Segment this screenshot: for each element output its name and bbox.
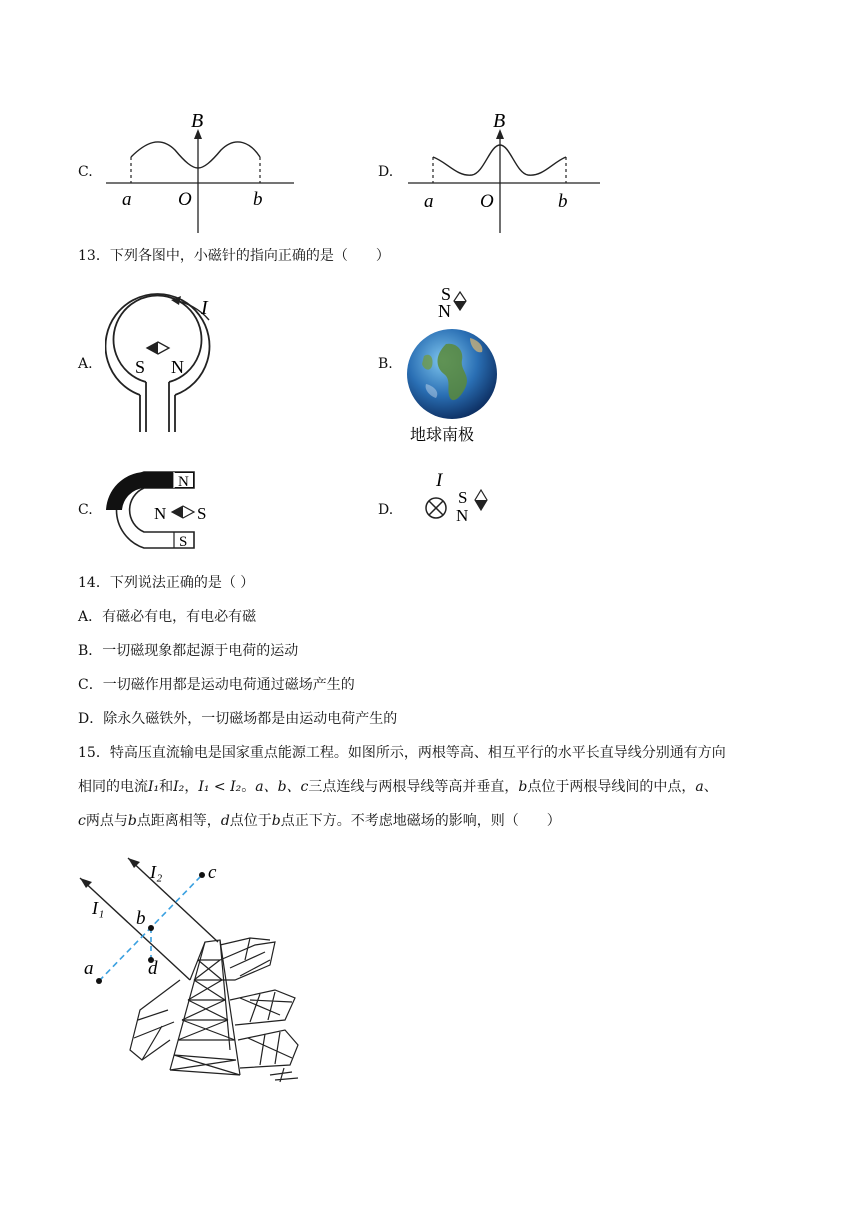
i1-label: I₁ bbox=[92, 898, 105, 918]
point-d-label: d bbox=[148, 958, 158, 979]
q13-option-d-letter: D. bbox=[378, 502, 394, 518]
q14-option-b: B．一切磁现象都起源于电荷的运动 bbox=[78, 643, 299, 659]
b-axis-label: B bbox=[493, 110, 506, 132]
q15-power-line-figure bbox=[70, 850, 310, 1090]
needle-n-label: N bbox=[154, 504, 167, 523]
point-a-label: a bbox=[424, 191, 434, 212]
i2-label: I₂ bbox=[150, 862, 163, 882]
q13-option-a-letter: A. bbox=[78, 356, 93, 372]
needle-s-label: S bbox=[197, 504, 207, 523]
needle-n-label: N bbox=[438, 301, 451, 321]
magnet-n-label: N bbox=[178, 474, 189, 490]
origin-label: O bbox=[480, 191, 494, 212]
q13-stem: 13．下列各图中，小磁针的指向正确的是（ ） bbox=[78, 248, 390, 264]
q14-option-d: D．除永久磁铁外，一切磁场都是由运动电荷产生的 bbox=[78, 711, 398, 727]
point-b bbox=[148, 925, 154, 931]
point-c bbox=[199, 872, 205, 878]
needle-s-label: S bbox=[458, 488, 468, 507]
needle-n-label: N bbox=[456, 506, 469, 525]
q14-stem: 14．下列说法正确的是（ ） bbox=[78, 575, 255, 591]
graph-option-d-letter: D. bbox=[378, 164, 394, 180]
origin-label: O bbox=[178, 189, 192, 210]
needle-s-label: S bbox=[441, 284, 452, 304]
current-label: I bbox=[201, 297, 208, 319]
point-a-label: a bbox=[84, 958, 94, 979]
q14-option-a: A．有磁必有电，有电必有磁 bbox=[78, 609, 257, 625]
wire-i1 bbox=[80, 878, 190, 980]
current-label: I bbox=[436, 470, 443, 491]
point-c-label: c bbox=[208, 862, 217, 883]
earth-caption: 地球南极 bbox=[410, 425, 475, 444]
q13-option-c-letter: C. bbox=[78, 502, 93, 518]
graph-option-c-letter: C. bbox=[78, 164, 93, 180]
magnet-s-label: S bbox=[179, 534, 188, 550]
point-b-label: b bbox=[558, 191, 568, 212]
q14-option-c: C．一切磁作用都是运动电荷通过磁场产生的 bbox=[78, 677, 355, 693]
point-a-label: a bbox=[122, 189, 132, 210]
point-b-label: b bbox=[253, 189, 263, 210]
graph-option-c bbox=[100, 105, 300, 237]
q13-option-b-earth-figure bbox=[404, 282, 504, 447]
q13-option-c-u-magnet-figure bbox=[104, 466, 224, 556]
q15-line-3: c两点与b点距离相等，d点位于b点正下方。不考虑地磁场的影响，则（ ） bbox=[78, 813, 561, 829]
q13-option-b-letter: B. bbox=[378, 356, 393, 372]
b-axis-label: B bbox=[191, 110, 204, 132]
q15-line-1: 15．特高压直流输电是国家重点能源工程。如图所示，两根等高、相互平行的水平长直导线分别通有方向 bbox=[78, 745, 726, 761]
q13-option-d-wire-figure bbox=[420, 470, 500, 530]
needle-n-label: N bbox=[171, 357, 184, 377]
point-b-label: b bbox=[136, 908, 146, 929]
point-a bbox=[96, 978, 102, 984]
graph-option-d bbox=[402, 105, 604, 237]
needle-s-label: S bbox=[135, 357, 146, 377]
q13-option-a-loop-figure bbox=[105, 292, 245, 437]
wire-i2 bbox=[128, 858, 218, 942]
q15-line-2: 相同的电流I₁和I₂，I₁ < I₂。a、b、c三点连线与两根导线等高并垂直，b点位于两根导线间的中点，a、 bbox=[78, 779, 718, 795]
